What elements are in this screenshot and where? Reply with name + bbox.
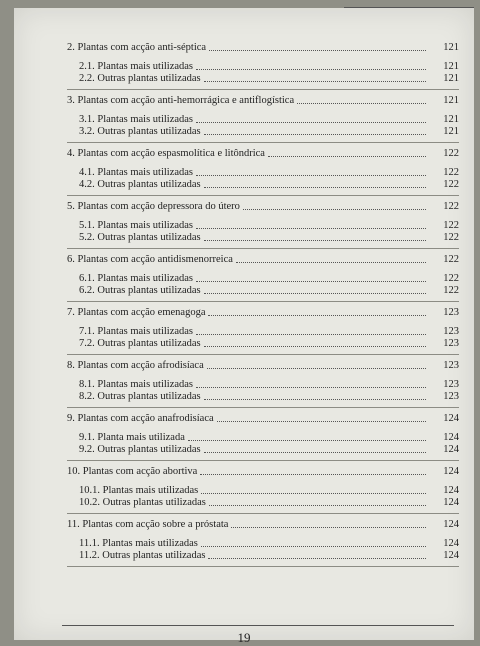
toc-entry-title: 7. Plantas com acção emenagoga xyxy=(67,307,206,318)
toc-section xyxy=(67,360,459,408)
toc-subentry-title: 2.2. Outras plantas utilizadas xyxy=(79,73,201,84)
dot-leader xyxy=(196,387,426,388)
dot-leader xyxy=(207,368,426,369)
toc-subentry-page: 123 xyxy=(443,338,459,349)
toc-entry-title: 8. Plantas com acção afrodisíaca xyxy=(67,360,204,371)
toc-entry-page: 121 xyxy=(443,95,459,106)
toc-subentry-title: 3.2. Outras plantas utilizadas xyxy=(79,126,201,137)
toc-subentry xyxy=(67,273,459,285)
toc-subentry-title: 4.1. Plantas mais utilizadas xyxy=(79,167,194,178)
dot-leader xyxy=(268,156,426,157)
footer-rule xyxy=(62,625,454,626)
toc-subentry-page: 122 xyxy=(443,273,459,284)
dot-leader xyxy=(201,546,426,547)
toc-subentry-page: 124 xyxy=(443,444,459,455)
toc-section xyxy=(67,466,459,514)
dot-leader xyxy=(231,527,426,528)
toc-entry xyxy=(67,201,459,213)
dot-leader xyxy=(204,81,426,82)
toc-section xyxy=(67,148,459,196)
toc-subentry xyxy=(67,179,459,191)
toc-entry xyxy=(67,360,459,372)
dot-leader xyxy=(236,262,426,263)
toc-subentry xyxy=(67,126,459,138)
dot-leader xyxy=(204,452,426,453)
toc-subentry-title: 11.1. Plantas mais utilizadas xyxy=(79,538,198,549)
toc-subentry-title: 11.2. Outras plantas utilizadas xyxy=(79,550,206,561)
page-number: 19 xyxy=(237,630,251,645)
toc-entry xyxy=(67,307,459,319)
toc-subentry-page: 122 xyxy=(443,232,459,243)
toc-subentry-page: 124 xyxy=(443,485,459,496)
toc-subentry xyxy=(67,497,459,509)
dot-leader xyxy=(200,474,426,475)
dot-leader xyxy=(204,134,426,135)
toc-entry xyxy=(67,148,459,160)
toc-subentry-page: 124 xyxy=(443,432,459,443)
toc-subentry-title: 7.2. Outras plantas utilizadas xyxy=(79,338,201,349)
toc-subentry-title: 9.2. Outras plantas utilizadas xyxy=(79,444,201,455)
toc-entry-page: 121 xyxy=(443,42,459,53)
dot-leader xyxy=(196,122,426,123)
toc-subentry-page: 123 xyxy=(443,391,459,402)
toc-entry xyxy=(67,519,459,531)
table-of-contents xyxy=(67,40,459,572)
toc-subentry xyxy=(67,114,459,126)
dot-leader xyxy=(204,293,426,294)
dot-leader xyxy=(209,505,426,506)
toc-entry-title: 10. Plantas com acção abortiva xyxy=(67,466,198,477)
dot-leader xyxy=(208,558,426,559)
toc-subentry xyxy=(67,538,459,550)
toc-subentry xyxy=(67,73,459,85)
dot-leader xyxy=(196,228,426,229)
toc-section xyxy=(67,42,459,90)
toc-entry xyxy=(67,95,459,107)
toc-entry-title: 11. Plantas com acção sobre a próstata xyxy=(67,519,229,530)
toc-subentry-title: 2.1. Plantas mais utilizadas xyxy=(79,61,194,72)
dot-leader xyxy=(204,399,426,400)
toc-subentry-title: 10.2. Outras plantas utilizadas xyxy=(79,497,206,508)
dot-leader xyxy=(196,281,426,282)
toc-subentry xyxy=(67,326,459,338)
toc-entry xyxy=(67,254,459,266)
toc-subentry xyxy=(67,167,459,179)
toc-subentry-page: 122 xyxy=(443,285,459,296)
toc-entry-page: 124 xyxy=(443,413,459,424)
toc-entry xyxy=(67,466,459,478)
toc-section xyxy=(67,254,459,302)
toc-entry-title: 6. Plantas com acção antidismenorreica xyxy=(67,254,233,265)
toc-section xyxy=(67,413,459,461)
toc-subentry xyxy=(67,232,459,244)
toc-subentry xyxy=(67,338,459,350)
dot-leader xyxy=(196,175,426,176)
toc-subentry-title: 8.2. Outras plantas utilizadas xyxy=(79,391,201,402)
toc-subentry-page: 123 xyxy=(443,326,459,337)
toc-subentry xyxy=(67,379,459,391)
toc-subentry-title: 7.1. Plantas mais utilizadas xyxy=(79,326,194,337)
toc-subentry xyxy=(67,61,459,73)
toc-section xyxy=(67,201,459,249)
dot-leader xyxy=(196,334,426,335)
toc-section xyxy=(67,95,459,143)
toc-entry-page: 124 xyxy=(443,519,459,530)
dot-leader xyxy=(204,346,426,347)
toc-subentry-page: 121 xyxy=(443,114,459,125)
dot-leader xyxy=(243,209,426,210)
toc-entry-title: 9. Plantas com acção anafrodisíaca xyxy=(67,413,214,424)
toc-subentry-page: 123 xyxy=(443,379,459,390)
dot-leader xyxy=(204,240,426,241)
toc-subentry-page: 121 xyxy=(443,61,459,72)
dot-leader xyxy=(196,69,426,70)
dot-leader xyxy=(217,421,426,422)
toc-subentry-page: 124 xyxy=(443,550,459,561)
dot-leader xyxy=(204,187,426,188)
dot-leader xyxy=(297,103,426,104)
toc-subentry-page: 121 xyxy=(443,126,459,137)
toc-section xyxy=(67,307,459,355)
toc-subentry xyxy=(67,285,459,297)
toc-subentry xyxy=(67,391,459,403)
toc-entry-page: 123 xyxy=(443,307,459,318)
toc-subentry-page: 122 xyxy=(443,220,459,231)
toc-entry-title: 3. Plantas com acção anti-hemorrágica e antiflogística xyxy=(67,95,295,106)
book-page xyxy=(14,8,474,645)
dot-leader xyxy=(208,315,426,316)
toc-entry-title: 5. Plantas com acção depressora do útero xyxy=(67,201,240,212)
dot-leader xyxy=(188,440,426,441)
toc-section xyxy=(67,519,459,567)
toc-subentry-page: 124 xyxy=(443,538,459,549)
toc-subentry-title: 4.2. Outras plantas utilizadas xyxy=(79,179,201,190)
toc-subentry-title: 8.1. Plantas mais utilizadas xyxy=(79,379,194,390)
toc-subentry-title: 6.2. Outras plantas utilizadas xyxy=(79,285,201,296)
toc-entry-page: 123 xyxy=(443,360,459,371)
toc-subentry-page: 122 xyxy=(443,167,459,178)
dot-leader xyxy=(201,493,426,494)
toc-subentry-page: 124 xyxy=(443,497,459,508)
toc-subentry xyxy=(67,220,459,232)
toc-entry xyxy=(67,413,459,425)
toc-subentry-title: 5.2. Outras plantas utilizadas xyxy=(79,232,201,243)
toc-subentry-title: 6.1. Plantas mais utilizadas xyxy=(79,273,194,284)
toc-subentry-title: 10.1. Plantas mais utilizadas xyxy=(79,485,199,496)
toc-entry-page: 122 xyxy=(443,148,459,159)
toc-subentry xyxy=(67,485,459,497)
toc-subentry xyxy=(67,550,459,562)
toc-subentry-page: 121 xyxy=(443,73,459,84)
toc-subentry xyxy=(67,432,459,444)
dot-leader xyxy=(209,50,426,51)
toc-subentry-title: 9.1. Planta mais utilizada xyxy=(79,432,185,443)
toc-entry xyxy=(67,42,459,54)
toc-entry-page: 124 xyxy=(443,466,459,477)
toc-subentry-title: 3.1. Plantas mais utilizadas xyxy=(79,114,194,125)
toc-entry-title: 4. Plantas com acção espasmolítica e litôndrica xyxy=(67,148,265,159)
top-rule xyxy=(344,7,474,8)
toc-subentry-page: 122 xyxy=(443,179,459,190)
toc-entry-page: 122 xyxy=(443,201,459,212)
toc-entry-page: 122 xyxy=(443,254,459,265)
toc-entry-title: 2. Plantas com acção anti-séptica xyxy=(67,42,207,53)
toc-subentry-title: 5.1. Plantas mais utilizadas xyxy=(79,220,194,231)
toc-subentry xyxy=(67,444,459,456)
